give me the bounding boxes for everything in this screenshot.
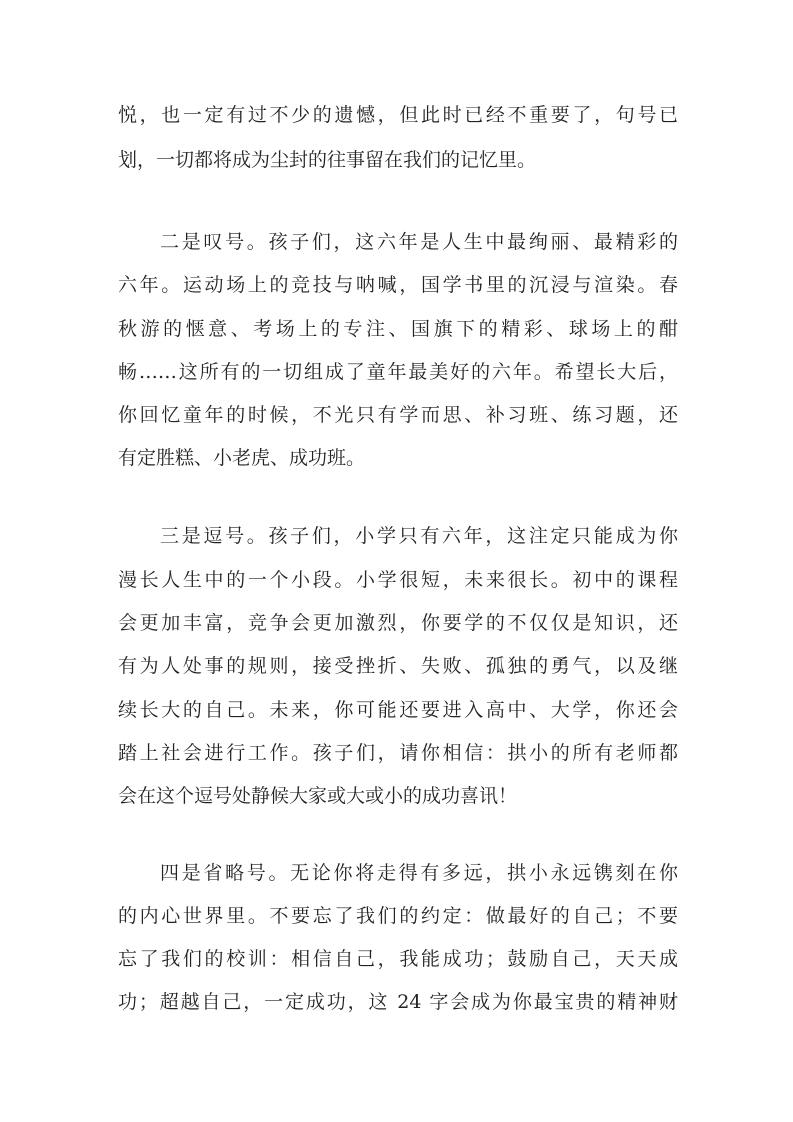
paragraph-2-line-2: 六年。运动场上的竞技与呐喊，国学书里的沉浸与渲染。春: [118, 274, 678, 296]
paragraph-4-line-1: 四是省略号。无论你将走得有多远，拱小永远镌刻在你: [160, 862, 678, 884]
paragraph-4-line-2: 的内心世界里。不要忘了我们的约定：做最好的自己；不要: [118, 905, 678, 927]
paragraph-4-line-3: 忘了我们的校训：相信自己，我能成功；鼓励自己，天天成: [118, 948, 678, 970]
paragraph-1-line-1: 悦，也一定有过不少的遗憾，但此时已经不重要了，句号已: [118, 104, 678, 126]
paragraph-4-line-4: 功；超越自己，一定成功，这 24 字会成为你最宝贵的精神财: [118, 991, 678, 1013]
paragraph-3-line-5: 续长大的自己。未来，你可能还要进入高中、大学，你还会: [118, 699, 678, 721]
paragraph-2-line-1: 二是叹号。孩子们，这六年是人生中最绚丽、最精彩的: [160, 231, 678, 253]
paragraph-2-line-5: 你回忆童年的时候，不光只有学而思、补习班、练习题，还: [118, 404, 678, 426]
paragraph-3-line-3: 会更加丰富，竞争会更加激烈，你要学的不仅仅是知识，还: [118, 612, 678, 634]
paragraph-3-line-6: 踏上社会进行工作。孩子们，请你相信：拱小的所有老师都: [118, 742, 678, 764]
paragraph-3-line-1: 三是逗号。孩子们，小学只有六年，这注定只能成为你: [160, 525, 678, 547]
paragraph-2-line-3: 秋游的惬意、考场上的专注、国旗下的精彩、球场上的酣: [118, 318, 678, 340]
paragraph-3-line-4: 有为人处事的规则，接受挫折、失败、孤独的勇气，以及继: [118, 655, 678, 677]
paragraph-1-line-2: 划，一切都将成为尘封的往事留在我们的记忆里。: [118, 149, 537, 171]
paragraph-3-line-7: 会在这个逗号处静候大家或大或小的成功喜讯！: [118, 785, 518, 807]
paragraph-2-line-6: 有定胜糕、小老虎、成功班。: [118, 447, 366, 469]
paragraph-2-line-4: 畅……这所有的一切组成了童年最美好的六年。希望长大后，: [118, 361, 678, 383]
paragraph-3-line-2: 漫长人生中的一个小段。小学很短，未来很长。初中的课程: [118, 569, 678, 591]
